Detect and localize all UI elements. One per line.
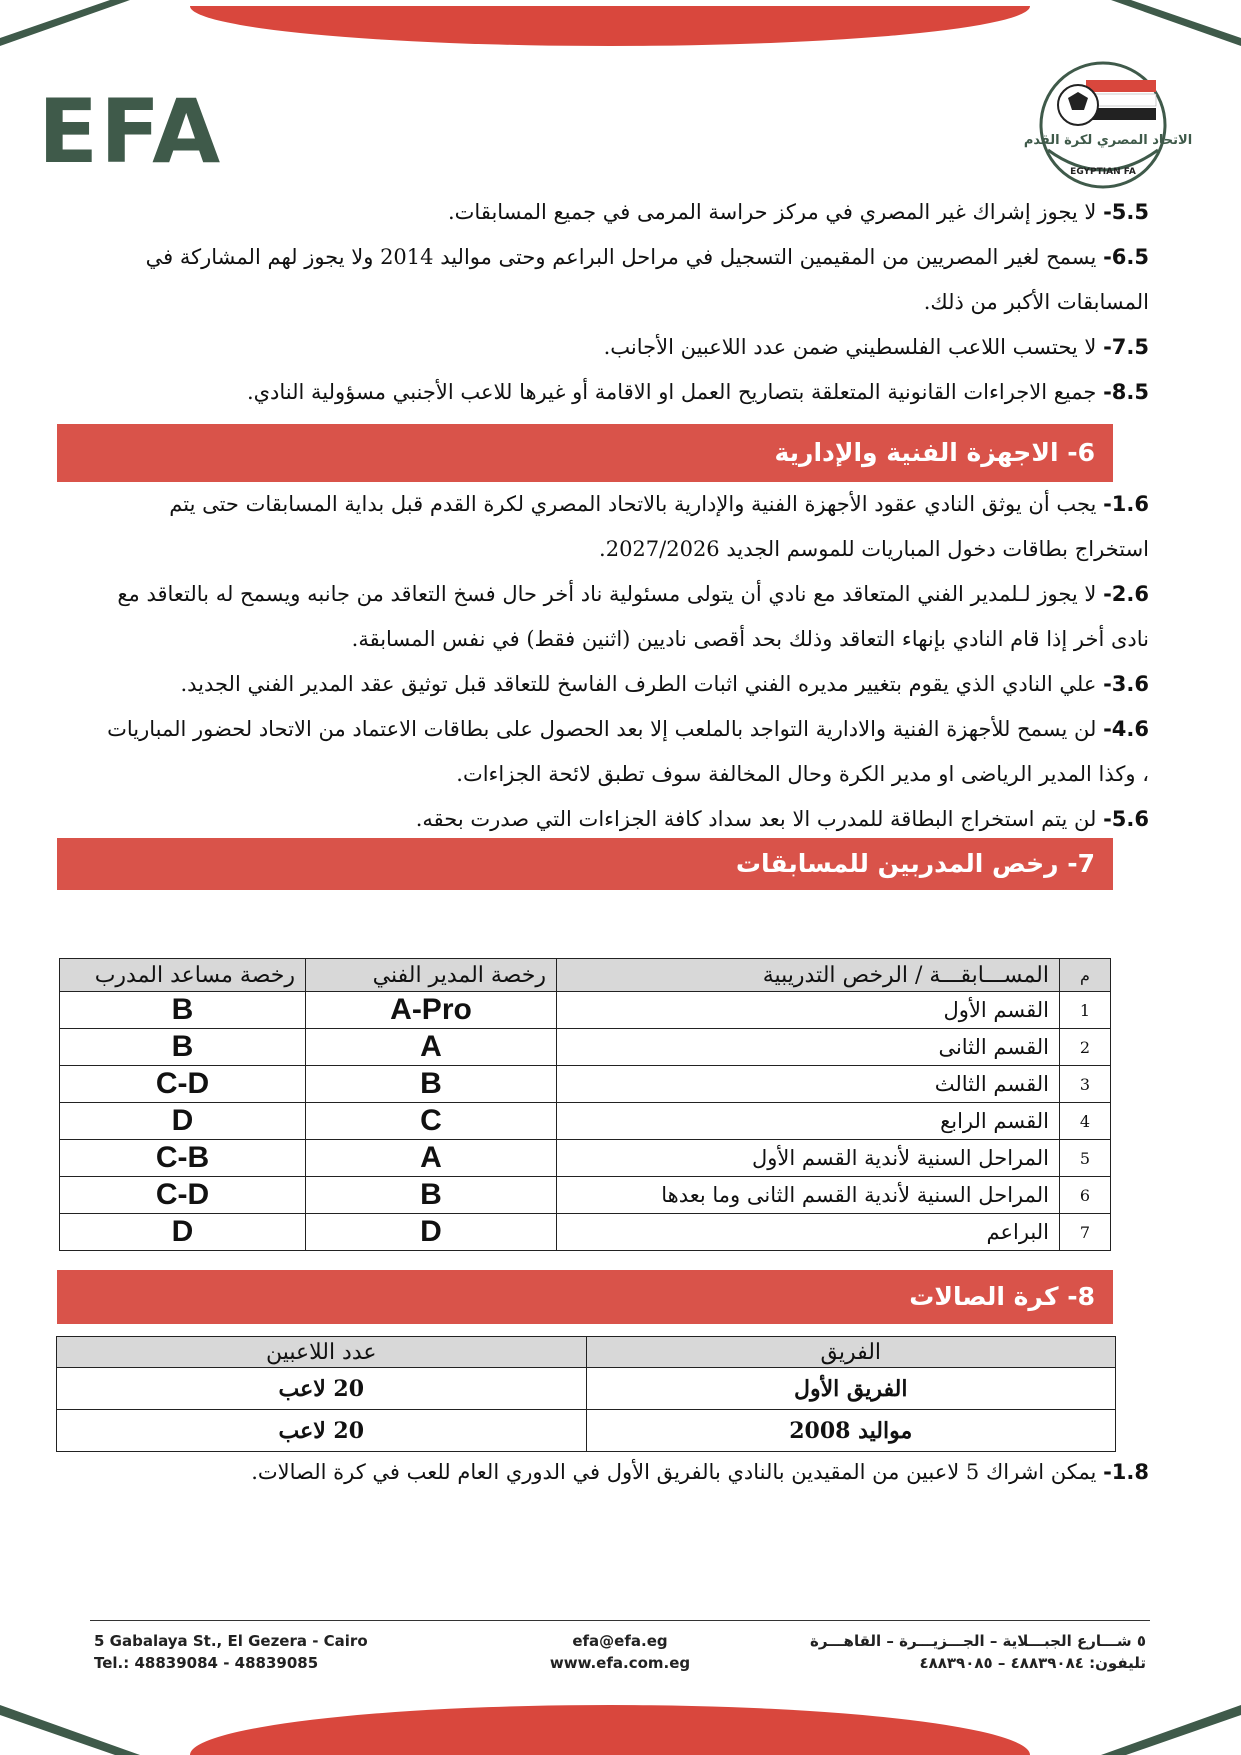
section8-items <box>95 1450 1149 1495</box>
address-en: 5 Gabalaya St., El Gezera - Cairo <box>94 1632 368 1650</box>
table-cell: D <box>60 1214 306 1251</box>
table-cell: 1 <box>1060 992 1111 1029</box>
table-cell: D <box>306 1214 557 1251</box>
email-link[interactable]: efa@efa.eg <box>572 1632 668 1650</box>
address-ar: ٥ شـــارع الجبـــلاية – الجـــزيـــرة – القاهـــرة <box>809 1632 1146 1650</box>
table-cell: الفريق الأول <box>586 1368 1116 1410</box>
table-cell: A <box>306 1029 557 1066</box>
coach-license-table <box>59 958 1111 1251</box>
table-cell: 3 <box>1060 1066 1111 1103</box>
footer-contact <box>520 1630 720 1674</box>
bottom-right-corner-inner <box>1126 1715 1241 1755</box>
table-row <box>57 1410 1116 1452</box>
section6-items <box>95 482 1149 842</box>
footer-divider <box>90 1620 1150 1621</box>
table-cell: B <box>306 1177 557 1214</box>
table-cell: A <box>306 1140 557 1177</box>
table-cell: القسم الأول <box>557 992 1060 1029</box>
list-item: 4.6- لن يسمح للأجهزة الفنية والادارية التواجد بالملعب إلا بعد الحصول على بطاقات الاعتماد من الاتحاد لحضور المباريات ، وكذا المدير الرياضى او مدير الكرة وحال المخالفة سوف تطبق لائحة الجزاءات. <box>107 717 1149 786</box>
table-cell: 7 <box>1060 1214 1111 1251</box>
list-item: 6.5- يسمح لغير المصريين من المقيمين التسجيل في مراحل البراعم وحتى مواليد 2014 ولا يجوز لهم المشاركة في المسابقات الأكبر من ذلك. <box>145 245 1149 314</box>
list-item: 5.5- لا يجوز إشراك غير المصري في مركز حراسة المرمى في جميع المسابقات. <box>447 200 1149 224</box>
bottom-left-corner-inner <box>0 1715 115 1755</box>
table-cell: 5 <box>1060 1140 1111 1177</box>
table-cell: 20 لاعب <box>57 1410 587 1452</box>
table-cell: C-B <box>60 1140 306 1177</box>
table-cell: البراعم <box>557 1214 1060 1251</box>
table-cell: 6 <box>1060 1177 1111 1214</box>
table-cell: القسم الثالث <box>557 1066 1060 1103</box>
section8-heading: 8- كرة الصالات <box>57 1270 1113 1324</box>
table-cell: B <box>306 1066 557 1103</box>
table-cell: المراحل السنية لأندية القسم الأول <box>557 1140 1060 1177</box>
table-cell: مواليد 2008 <box>586 1410 1116 1452</box>
section6-heading: 6- الاجهزة الفنية والإدارية <box>57 424 1113 482</box>
table-header-row <box>57 1337 1116 1368</box>
table-row <box>60 1029 1111 1066</box>
table-row <box>60 1177 1111 1214</box>
table-cell: المراحل السنية لأندية القسم الثانى وما بعدها <box>557 1177 1060 1214</box>
top-right-corner-inner <box>1131 0 1241 38</box>
list-item: 5.6- لن يتم استخراج البطاقة للمدرب الا بعد سداد كافة الجزاءات التي صدرت بحقه. <box>415 807 1149 831</box>
col-header-index: م <box>1060 959 1111 992</box>
table-row <box>60 1214 1111 1251</box>
table-cell: القسم الرابع <box>557 1103 1060 1140</box>
col-header-players: عدد اللاعبين <box>57 1337 587 1368</box>
footer-address-en <box>94 1630 368 1674</box>
table-cell: C <box>306 1103 557 1140</box>
table-cell: B <box>60 1029 306 1066</box>
list-item: 1.6- يجب أن يوثق النادي عقود الأجهزة الفنية والإدارية بالاتحاد المصري لكرة القدم قبل بداية المسابقات حتى يتم استخراج بطاقات دخول المباريات للموسم الجديد 2027/2026. <box>169 492 1149 561</box>
col-header-assistant: رخصة مساعد المدرب <box>60 959 306 992</box>
top-left-corner-inner <box>0 0 110 38</box>
table-cell: 4 <box>1060 1103 1111 1140</box>
table-row <box>57 1368 1116 1410</box>
header-band <box>190 6 1030 46</box>
section5-items <box>95 190 1149 415</box>
list-item: 8.5- جميع الاجراءات القانونية المتعلقة بتصاريح العمل او الاقامة أو غيرها للاعب الأجنبي مسؤولية النادي. <box>246 380 1149 404</box>
table-cell: القسم الثانى <box>557 1029 1060 1066</box>
tel-ar: تليفون: ٤٨٨٣٩٠٨٤ – ٤٨٨٣٩٠٨٥ <box>919 1654 1146 1672</box>
col-header-team: الفريق <box>586 1337 1116 1368</box>
list-item: 3.6- علي النادي الذي يقوم بتغيير مديره الفني اثبات الطرف الفاسخ للتعاقد قبل توثيق عقد المدير الفني الجديد. <box>180 672 1149 696</box>
table-cell: A-Pro <box>306 992 557 1029</box>
table-cell: C-D <box>60 1177 306 1214</box>
table-cell: 2 <box>1060 1029 1111 1066</box>
footer-address-ar <box>810 1630 1146 1674</box>
list-item: 7.5- لا يحتسب اللاعب الفلسطيني ضمن عدد اللاعبين الأجانب. <box>603 335 1149 359</box>
table-cell: C-D <box>60 1066 306 1103</box>
table-row <box>60 1140 1111 1177</box>
egyptian-fa-seal-icon <box>1023 60 1193 190</box>
futsal-table <box>56 1336 1116 1452</box>
table-row <box>60 992 1111 1029</box>
efa-logo: EFA <box>38 80 223 183</box>
col-header-head-coach: رخصة المدير الفني <box>306 959 557 992</box>
table-row <box>60 1103 1111 1140</box>
seal-text: الاتحاد المصري لكرة القدم <box>1023 133 1193 148</box>
tel-en: Tel.: 48839084 - 48839085 <box>94 1654 319 1672</box>
seal-subtext: EGYPTIAN FA <box>1070 167 1136 177</box>
section7-heading: 7- رخص المدربين للمسابقات <box>57 838 1113 890</box>
table-header-row <box>60 959 1111 992</box>
table-cell: B <box>60 992 306 1029</box>
table-cell: 20 لاعب <box>57 1368 587 1410</box>
table-row <box>60 1066 1111 1103</box>
footer-band <box>190 1705 1030 1755</box>
col-header-competition: المســـابقـــة / الرخص التدريبية <box>557 959 1060 992</box>
list-item: 2.6- لا يجوز لـلمدير الفني المتعاقد مع نادي أن يتولى مسئولية ناد أخر حال فسخ التعاقد من جانبه ويسمح له بالتعاقد مع نادى أخر إذا قام النادي بإنهاء التعاقد وذلك بحد أقصى ناديين (اثنين فقط) في نفس المسابقة. <box>117 582 1149 651</box>
website-link[interactable]: www.efa.com.eg <box>549 1654 691 1672</box>
list-item: 1.8- يمكن اشراك 5 لاعبين من المقيدين بالنادي بالفريق الأول في الدوري العام للعب في كرة الصالات. <box>251 1460 1149 1484</box>
table-cell: D <box>60 1103 306 1140</box>
